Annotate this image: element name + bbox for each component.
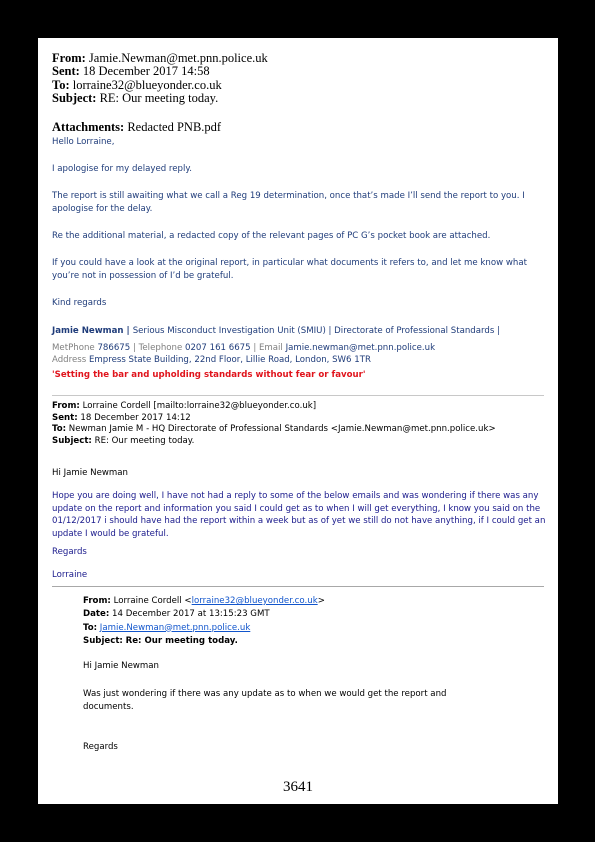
email2-greeting: Hi Jamie Newman bbox=[52, 468, 128, 478]
subject-label: Subject: bbox=[52, 91, 97, 106]
to-label: To: bbox=[52, 77, 70, 92]
attachments-line bbox=[52, 120, 221, 135]
signature-motto: 'Setting the bar and upholding standards without fear or favour' bbox=[52, 370, 366, 380]
to-email-link[interactable]: Jamie.Newman@met.pnn.police.uk bbox=[99, 622, 251, 633]
signature-unit: Serious Misconduct Investigation Unit (SMIU) | Directorate of Professional Standards | bbox=[132, 326, 500, 336]
email3-header: From: Lorraine Cordell <lorraine32@blueyonder.co.uk> Date: 14 December 2017 at 13:15:23 GMT To: Jamie.Newman@met.pnn.police.uk Subject: Re: Our meeting today. bbox=[83, 596, 325, 646]
document-page bbox=[38, 38, 558, 804]
date-value: 14 December 2017 at 13:15:23 GMT bbox=[112, 609, 270, 620]
signature-contact: MetPhone 786675 | Telephone 0207 161 6675 | Email Jamie.newman@met.pnn.police.uk bbox=[52, 343, 436, 353]
signature-address: Address Empress State Building, 22nd Floor, Lillie Road, London, SW6 1TR bbox=[52, 355, 371, 365]
subject-value: Re: Our meeting today. bbox=[125, 635, 238, 646]
page-number: 3641 bbox=[283, 779, 313, 795]
email1-paragraph: I apologise for my delayed reply. bbox=[52, 164, 192, 174]
email3-closing: Regards bbox=[83, 742, 118, 752]
email1-paragraph: Re the additional material, a redacted copy of the relevant pages of PC G’s pocket book are attached. bbox=[52, 231, 491, 241]
sent-label: Sent: bbox=[52, 64, 80, 79]
from-label: From: bbox=[52, 51, 86, 65]
email2-header: From: Lorraine Cordell [mailto:lorraine32@blueyonder.co.uk] Sent: 18 December 2017 14:12 To: Newman Jamie M - HQ Directorate of Professional Standards <Jamie.Newman@met.pnn.police.uk> Subject: RE: Our meeting today. bbox=[52, 401, 496, 446]
email2-body: Hope you are doing well, I have not had a reply to some of the below emails and was wondering if there was any update on the report and information you said I could get as to when I will get everything, I know you said on the 01/12/2017 i should have had the report within a week but as of yet we still do not have anything, if I could get an update I would be grateful. bbox=[52, 491, 546, 539]
email3-body: Was just wondering if there was any update as to when we would get the report and documents. bbox=[83, 689, 447, 713]
subject-value: RE: Our meeting today. bbox=[94, 435, 195, 446]
divider bbox=[52, 586, 544, 587]
email2-signoff: Lorraine bbox=[52, 570, 88, 580]
email1-closing: Kind regards bbox=[52, 298, 107, 308]
signature-line: Jamie Newman | Serious Misconduct Investigation Unit (SMIU) | Directorate of Professional Standards | bbox=[52, 326, 500, 336]
divider bbox=[52, 395, 544, 396]
attachment-file: Redacted PNB.pdf bbox=[127, 120, 222, 134]
to-value: lorraine32@blueyonder.co.uk bbox=[72, 77, 222, 92]
sent-value: 18 December 2017 14:58 bbox=[82, 64, 210, 79]
signature-name: Jamie Newman bbox=[52, 326, 124, 336]
email1-paragraph: If you could have a look at the original report, in particular what documents it refers to, and let me know what you’re not in possession of I’d be grateful. bbox=[52, 258, 527, 282]
from-email-link[interactable]: lorraine32@blueyonder.co.uk bbox=[191, 596, 318, 606]
from-value: Lorraine Cordell [mailto:lorraine32@blueyonder.co.uk] bbox=[82, 401, 317, 411]
signature-email: Jamie.newman@met.pnn.police.uk bbox=[285, 343, 436, 353]
subject-value: RE: Our meeting today. bbox=[99, 91, 219, 106]
to-value: Newman Jamie M - HQ Directorate of Professional Standards <Jamie.Newman@met.pnn.police.uk> bbox=[68, 424, 496, 435]
email1-header bbox=[52, 52, 268, 106]
from-value: Jamie.Newman@met.pnn.police.uk bbox=[88, 51, 268, 65]
sent-value: 18 December 2017 14:12 bbox=[80, 412, 191, 423]
attachments-label: Attachments: bbox=[52, 120, 125, 134]
email2-closing: Regards bbox=[52, 547, 87, 557]
email1-greeting: Hello Lorraine, bbox=[52, 137, 115, 147]
email3-greeting: Hi Jamie Newman bbox=[83, 661, 159, 671]
email1-paragraph: The report is still awaiting what we call a Reg 19 determination, once that’s made I’ll send the report to you. I apologise for the delay. bbox=[52, 191, 525, 215]
